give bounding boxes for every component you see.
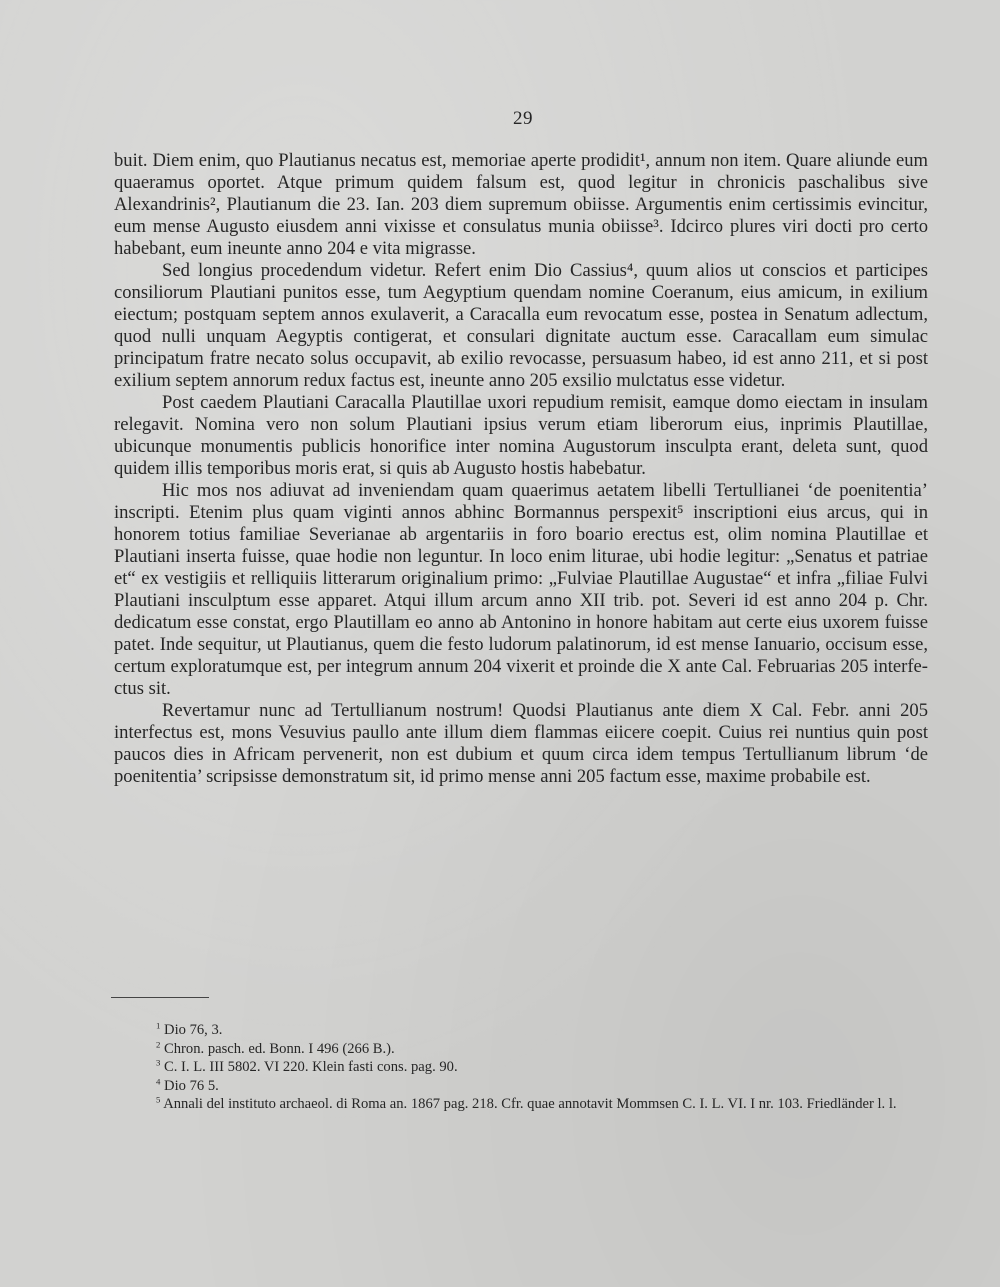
footnote-mark: 4 <box>156 1075 161 1086</box>
footnote-text: C. I. L. III 5802. VI 220. Klein fasti cons. pag. 90. <box>164 1059 458 1075</box>
footnote-text: Dio 76 5. <box>164 1077 219 1094</box>
main-text <box>114 150 928 788</box>
footnote-text: Dio 76, 3. <box>164 1022 223 1038</box>
footnotes <box>108 1021 920 1114</box>
footnote-mark: 2 <box>156 1038 161 1049</box>
footnote-mark: 1 <box>156 1020 161 1031</box>
page-number: 29 <box>513 108 533 129</box>
footnote-4 <box>108 1077 920 1096</box>
footnote-mark: 5 <box>156 1094 161 1105</box>
paragraph-2: Sed longius procedendum videtur. Refert enim Dio Cassius⁴, quum alios ut conscios et participes consiliorum Plautiani punitos esse, tum Aegyptium quendam nomine Coeranum, eius amicum, in exilium eiectum; postquam septem annos exulaverit, a Caracalla eum revocatum esse, postea in Senatum adlectum, quod nulli unquam Aegyptis contigerat, et consulari dignitate auctum esse. Caracallam eum simulac principatum fratre necato solus occupavit, ab exilio revocasse, persuasum habeo, id est anno 211, et si post exilium septem annorum redux factus est, ineunte anno 205 exsilio mulctatus esse videtur. <box>114 260 928 391</box>
footnote-mark: 3 <box>156 1057 161 1068</box>
footnote-divider <box>111 997 209 998</box>
footnote-text: Chron. pasch. ed. Bonn. I 496 (266 B.). <box>164 1040 395 1057</box>
footnote-2 <box>108 1040 920 1059</box>
paragraph-1: buit. Diem enim, quo Plautianus necatus est, memoriae aperte prodidit¹, annum non item. Quare aliunde eum quaeramus oportet. Atque primum quidem falsum est, quod legitur in chronicis paschalibus sive Alexandrinis², Plautianum die 23. Ian. 203 diem supremum obiisse. Argumentis enim certissimis evincitur, eum mense Augusto eiusdem anni vixisse et consulatus munia obiisse³. Idcirco plures viri docti pro certo habebant, eum ineunte anno 204 e vita migrasse. <box>114 150 928 259</box>
paragraph-5: Revertamur nunc ad Tertullianum nostrum! Quodsi Plautianus ante diem X Cal. Febr. anni 205 interfectus est, mons Vesuvius paullo ante illum diem flammas eiicere coepit. Cuius rei nuntius quin post paucos dies in Africam pervenerit, non est dubium et quum circa idem tempus Tertullianum librum ‘de poenitentia’ scripsisse demonstratum sit, id primo mense anni 205 factum esse, maxime probabile est. <box>114 700 928 787</box>
footnote-1 <box>108 1021 920 1040</box>
footnote-5 <box>108 1095 920 1114</box>
paragraph-4: Hic mos nos adiuvat ad inveniendam quam quaerimus aetatem libelli Tertullianei ‘de poenitentia’ inscripti. Etenim plus quam viginti annos abhinc Bormannus perspexit⁵ inscriptioni eius arcus, qui in honorem totius familiae Severianae ab argentariis in foro boario erectus est, olim nomina Plautillae et Plautiani inserta fuisse, quae hodie non leguntur. In loco enim liturae, ubi hodie legitur: „Senatus et patriae et“ ex vestigiis et relliquiis litterarum originalium primo: „Fulviae Plautillae Augustae“ et infra „filiae Fulvi Plautiani insculptum esse apparet. Atqui illum arcum anno XII trib. pot. Severi id est anno 204 p. Chr. dedicatum esse constat, ergo Plautillam eo anno ab Antonino in honore habitam aut certe eius uxorem fuisse patet. Inde sequitur, ut Plautianus, quem die festo ludorum palatinorum, id est mense Ianuario, occisum esse, certum exploratumque est, per integrum annum 204 vixerit et proinde die X ante Cal. Februarias 205 interfectus sit. <box>114 480 928 699</box>
footnote-3 <box>108 1058 920 1077</box>
footnote-text: Annali del instituto archaeol. di Roma an. 1867 pag. 218. Cfr. quae annotavit Mommsen C. I. L. VI. I nr. 103. Friedländer l. l. <box>163 1096 897 1112</box>
paragraph-3: Post caedem Plautiani Caracalla Plautillae uxori repudium remisit, eamque domo eiectam in insulam relegavit. Nomina vero non solum Plautiani ipsius verum etiam liberorum eius, inprimis Plautillae, ubicunque monumentis publicis honorifice inter nomina Augustorum insculpta erant, deleta sunt, quod quidem illis temporibus moris erat, si quis ab Augusto hostis habebatur. <box>114 392 928 479</box>
